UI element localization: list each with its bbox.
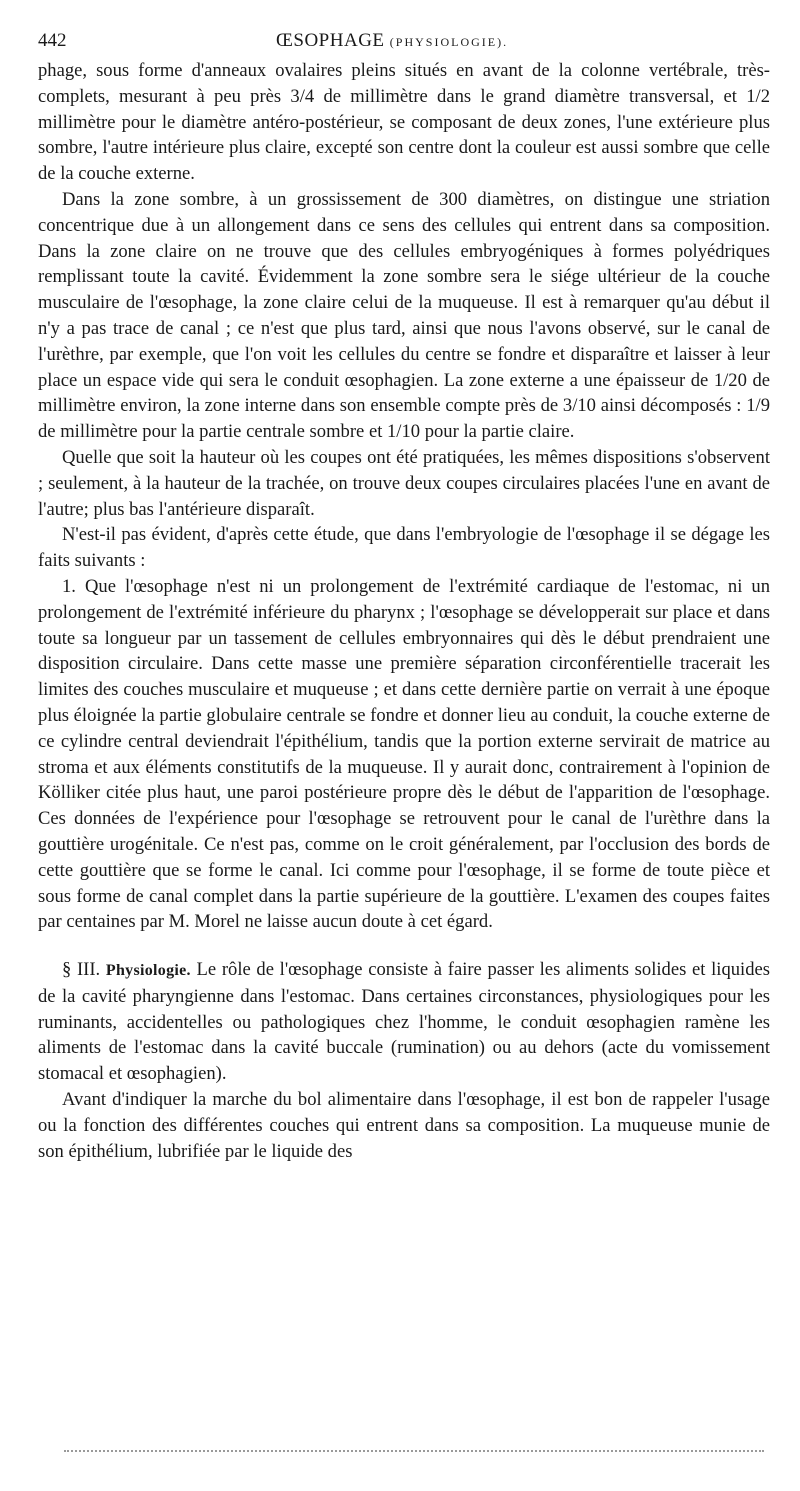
section-paragraph-text: Le rôle de l'œsophage consiste à faire passer les aliments solides et liquides de la cavité pharyngienne dans l'estomac. Dans certaines circonstances, physiologiques pour les ruminants, accidentelles ou pathologiques chez l'homme, le conduit œsophagien ramène les aliments de l'estomac dans la cavité buccale (rumination) ou au dehors (acte du vomissement stomacal et œsophagien). xyxy=(38,959,770,1085)
page xyxy=(38,30,770,1164)
running-title-sub: (PHYSIOLOGIE). xyxy=(389,35,509,49)
paragraph: Quelle que soit la hauteur où les coupes ont été pratiquées, les mêmes dispositions s'observent ; seulement, à la hauteur de la trachée, on trouve deux coupes circulaires placées l'une en avant de l'autre; plus bas l'antérieure disparaît. xyxy=(38,446,770,520)
footer-dotted-rule xyxy=(64,1450,764,1452)
page-number: 442 xyxy=(38,30,67,51)
section-first-paragraph xyxy=(38,957,770,1087)
body-text xyxy=(38,58,770,1164)
section-physiologie xyxy=(38,957,770,1164)
running-title-main: ŒSOPHAGE xyxy=(276,30,385,51)
paragraph: Avant d'indiquer la marche du bol alimentaire dans l'œsophage, il est bon de rappeler l'usage ou la fonction des différentes couches qui entrent dans sa composition. La muqueuse munie de son épithélium, lubrifiée par le liquide des xyxy=(38,1089,770,1162)
section-title: Physiologie. xyxy=(105,962,191,980)
list-item-1: 1. Que l'œsophage n'est ni un prolongement de l'extrémité cardiaque de l'estomac, ni un prolongement de l'extrémité inférieure du pharynx ; l'œsophage se développerait sur place et dans toute sa longueur par un tassement de cellules embryonnaires qui dès le début prendraient une disposition circulaire. Dans cette masse une première séparation circonférentielle tracerait les limites des couches musculaire et muqueuse ; et dans cette dernière partie on verrait à une époque plus éloignée la partie globulaire centrale se fondre et donner lieu au conduit, la couche externe de ce cylindre central deviendrait l'épithélium, tandis que la portion externe servirait de matrice au stroma et aux éléments constitutifs de la muqueuse. Il y aurait donc, contrairement à l'opinion de Kölliker citée plus haut, une paroi postérieure propre dès le début de l'apparition de l'œsophage. Ces données de l'expérience pour l'œsophage se retrouvent pour le canal de l'urèthre dans la gouttière urogénitale. Ce n'est pas, comme on le croit généralement, par l'occlusion des bords de cette gouttière que se forme le canal. Ici comme pour l'œsophage, il se forme de toute pièce et sous forme de canal complet dans la partie supérieure de la gouttière. L'examen des coupes faites par centaines par M. Morel ne laisse aucun doute à cet égard. xyxy=(38,575,770,933)
running-header xyxy=(38,30,770,58)
paragraph: Dans la zone sombre, à un grossissement de 300 diamètres, on distingue une striation concentrique due à un allongement dans ce sens des cellules qui entrent dans sa composition. Dans la zone claire on ne trouve que des cellules embryogéniques à formes polyédriques remplissant toute la cavité. Évidemment la zone sombre sera le siége ultérieur de la couche musculaire de l'œsophage, la zone claire celui de la muqueuse. Il est à remarquer qu'au début il n'y a pas trace de canal ; ce n'est que plus tard, ainsi que nous l'avons observé, sur le canal de l'urèthre, par exemple, que l'on voit les cellules du centre se fondre et disparaître et laisser à leur place un espace vide qui sera le conduit œsophagien. La zone externe a une épaisseur de 1/20 de millimètre environ, la zone interne dans son ensemble compte près de 3/10 ainsi décomposés : 1/9 de millimètre pour la partie centrale sombre et 1/10 pour la partie claire. xyxy=(38,188,770,443)
paragraph: N'est-il pas évident, d'après cette étude, que dans l'embryologie de l'œsophage il se dégage les faits suivants : xyxy=(38,524,770,572)
running-title xyxy=(276,30,508,52)
paragraph-continued: phage, sous forme d'anneaux ovalaires pleins situés en avant de la colonne vertébrale, très-complets, mesurant à peu près 3/4 de millimètre dans le grand diamètre transversal, et 1/2 millimètre pour le diamètre antéro-postérieur, se composant de deux zones, l'une extérieure plus sombre, l'autre intérieure plus claire, excepté son centre dont la couleur est aussi sombre que celle de la couche externe. xyxy=(38,60,770,185)
section-number: § III. xyxy=(62,959,101,981)
